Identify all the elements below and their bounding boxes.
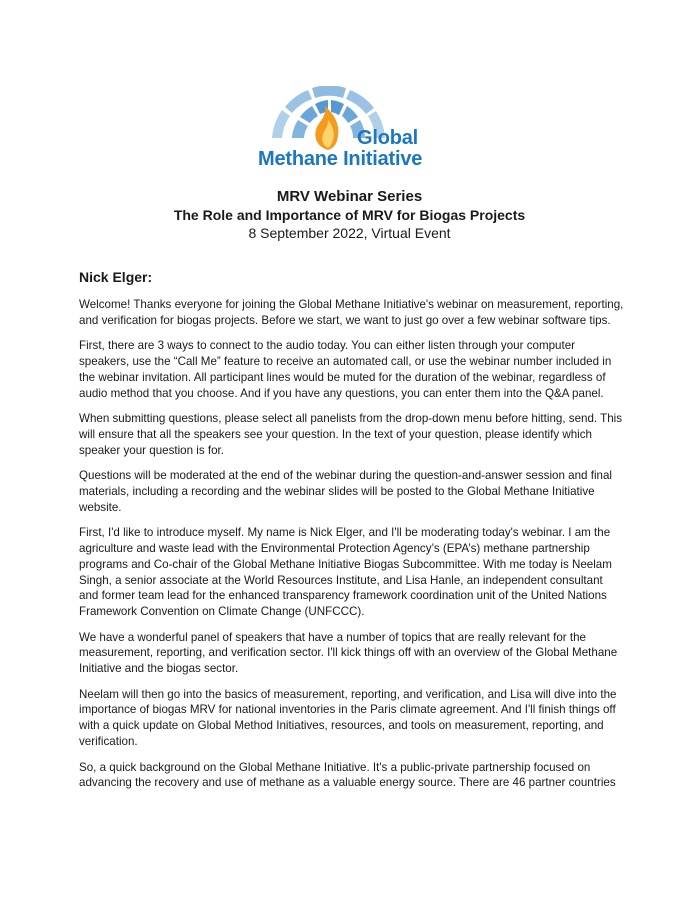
paragraph: First, I'd like to introduce myself. My name is Nick Elger, and I'll be moderating today's webinar. I am the agriculture and waste lead with the Environmental Protection Agency’s (EPA’s) methane partnership programs and Co-chair of the Global Methane Initiative Biogas Subcommittee. With me today is Neelam Singh, a senior associate at the World Resources Institute, and Lisa Hanle, an independent consultant and former team lead for the enhanced transparency framework coordination unit of the United Nations Framework Convention on Climate Change (UNFCCC).: [79, 526, 612, 618]
paragraph: We have a wonderful panel of speakers that have a number of topics that are really relevant for the measurement, reporting, and verification sector. I'll kick things off with an overview of the Global Methane Initiative and the biogas sector.: [79, 630, 618, 676]
webinar-title: The Role and Importance of MRV for Biogas Projects: [173, 207, 526, 223]
paragraph: When submitting questions, please select all panelists from the drop-down menu before hitting, send. This will ensure that all the speakers see your question. In the text of your question, please identify which speaker your question is for.: [79, 412, 623, 457]
paragraph: Questions will be moderated at the end of the webinar during the question-and-answer session and final materials, including a recording and the webinar slides will be posted to the Global Methane Initiative website.: [79, 469, 612, 514]
transcript-body: [79, 297, 624, 801]
event-date: 8 September 2022, Virtual Event: [248, 225, 451, 241]
paragraph: So, a quick background on the Global Methane Initiative. It's a public-private partnership focused on advancing the recovery and use of methane as a valuable energy source. There are 46 partner countries: [79, 760, 616, 790]
speaker-name: Nick Elger:: [79, 269, 153, 285]
paragraph: Welcome! Thanks everyone for joining the Global Methane Initiative's webinar on measurement, reporting, and verification for biogas projects. Before we start, we want to just go over a few webinar software tips.: [79, 298, 624, 327]
series-title: MRV Webinar Series: [276, 188, 423, 205]
logo-line-2: Methane Initiative: [258, 148, 423, 170]
logo-line-1: Global: [357, 127, 419, 149]
document-header: [0, 187, 699, 242]
gmi-logo: [252, 86, 452, 176]
paragraph: Neelam will then go into the basics of measurement, reporting, and verification, and Lisa will dive into the importance of biogas MRV for national inventories in the Paris climate agreement. And I'll finish things off with a quick update on Global Method Initiatives, resources, and tools on measurement, reporting, and verification.: [79, 687, 617, 748]
paragraph: First, there are 3 ways to connect to the audio today. You can either listen through your computer speakers, use the “Call Me” feature to receive an automated call, or use the webinar number included in the webinar invitation. All participant lines would be muted for the duration of the webinar, regardless of audio method that you choose. And if you have any questions, you can enter them into the Q&A panel.: [79, 339, 612, 400]
